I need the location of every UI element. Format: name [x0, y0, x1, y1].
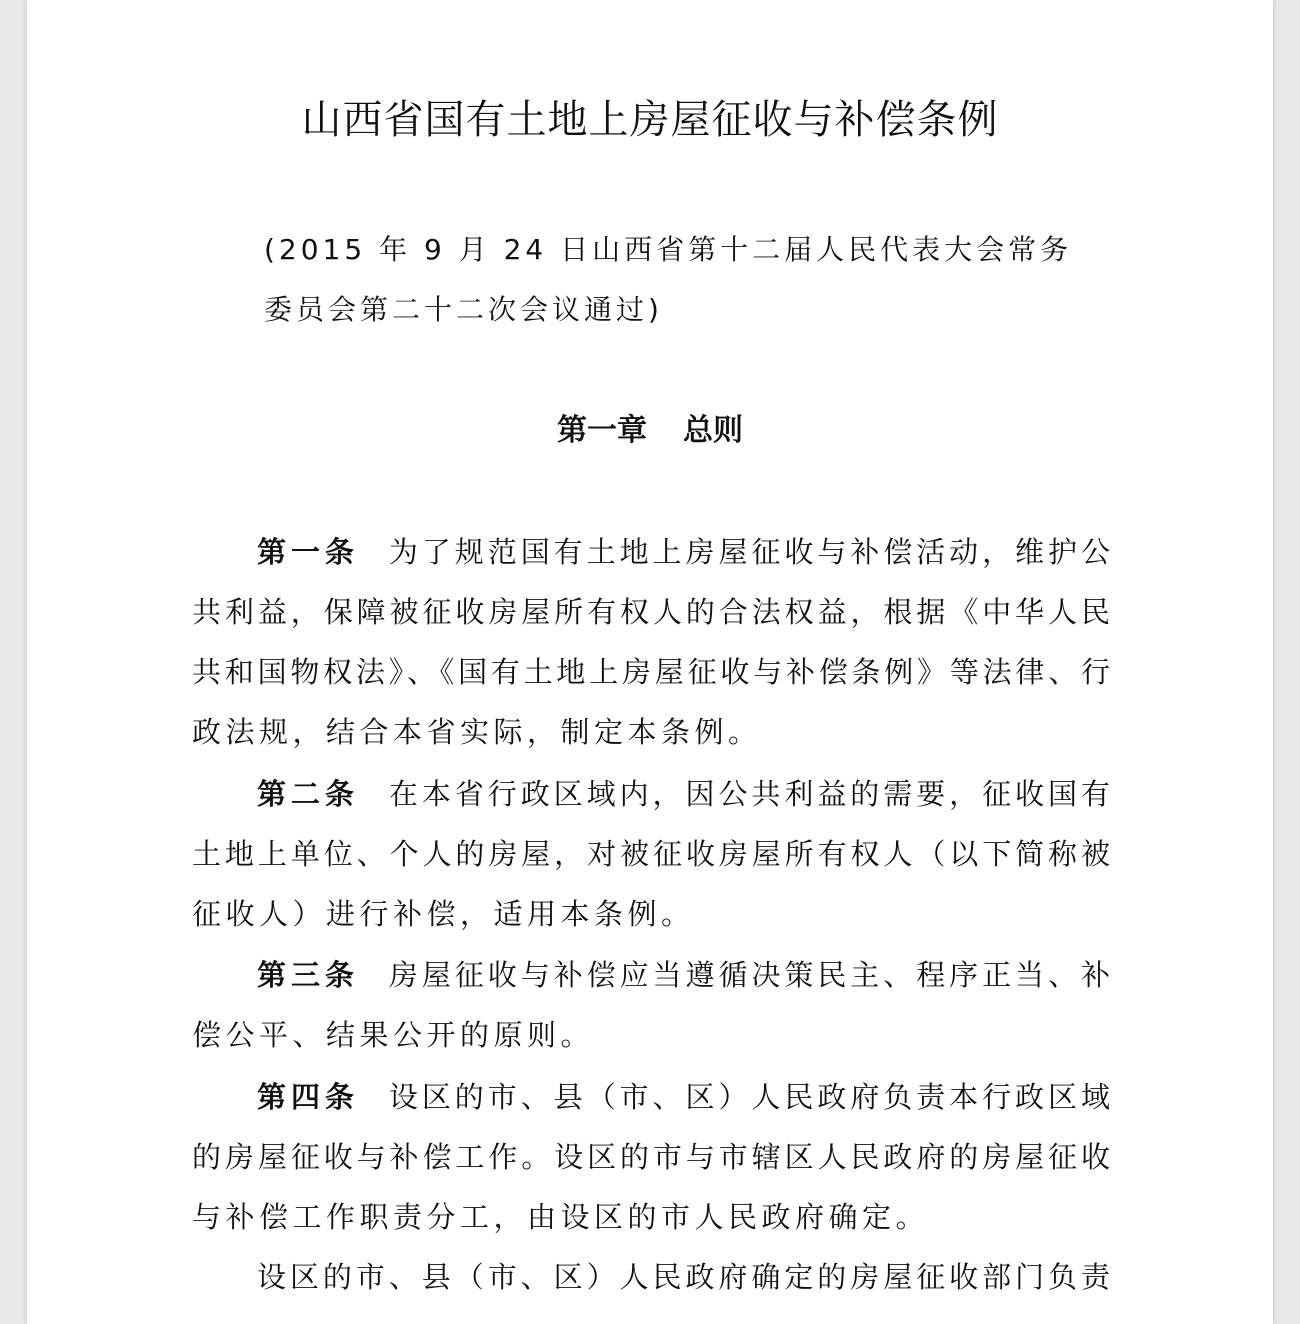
article-3-label: 第三条: [257, 958, 359, 992]
chapter-heading: [27, 405, 1273, 449]
article-1-line-2: 共利益，保障被征收房屋所有权人的合法权益，根据《中华人民: [192, 595, 1110, 629]
article-1-label: 第一条: [257, 535, 359, 569]
trailing-paragraph-line: 设区的市、县（市、区）人民政府确定的房屋征收部门负责: [257, 1260, 1110, 1294]
article-1-text: 为了规范国有土地上房屋征收与补偿活动，维护公: [388, 535, 1110, 569]
adoption-note-line-1: (2015 年 9 月 24 日山西省第十二届人民代表大会常务: [264, 233, 1073, 266]
article-4-text: 设区的市、县（市、区）人民政府负责本行政区域: [388, 1080, 1110, 1114]
adoption-note-line-2: 委员会第二十二次会议通过): [264, 293, 663, 326]
document-title: 山西省国有土地上房屋征收与补偿条例: [301, 97, 999, 143]
article-1-line-3: 共和国物权法》、《国有土地上房屋征收与补偿条例》等法律、行: [192, 655, 1110, 689]
article-3-text: 房屋征收与补偿应当遵循决策民主、程序正当、补: [388, 958, 1110, 992]
article-2-line-2: 土地上单位、个人的房屋，对被征收房屋所有权人（以下简称被: [192, 837, 1110, 871]
article-3-first-line: [257, 953, 1110, 994]
chapter-number: 第一章: [557, 413, 647, 448]
article-2-label: 第二条: [257, 777, 359, 811]
chapter-name: 总则: [683, 413, 743, 448]
article-4-line-2: 的房屋征收与补偿工作。设区的市与市辖区人民政府的房屋征收: [192, 1140, 1110, 1174]
article-4-line-3: 与补偿工作职责分工，由设区的市人民政府确定。: [192, 1200, 930, 1234]
article-2-text: 在本省行政区域内，因公共利益的需要，征收国有: [388, 777, 1110, 811]
article-4-label: 第四条: [257, 1080, 359, 1114]
article-2-first-line: [257, 772, 1110, 813]
article-1-first-line: [257, 530, 1110, 571]
document-page: [27, 0, 1273, 1324]
article-4-first-line: [257, 1075, 1110, 1116]
article-3-line-2: 偿公平、结果公开的原则。: [192, 1018, 595, 1052]
article-2-line-3: 征收人）进行补偿，适用本条例。: [192, 897, 695, 931]
article-1-line-4: 政法规，结合本省实际，制定本条例。: [192, 715, 762, 749]
